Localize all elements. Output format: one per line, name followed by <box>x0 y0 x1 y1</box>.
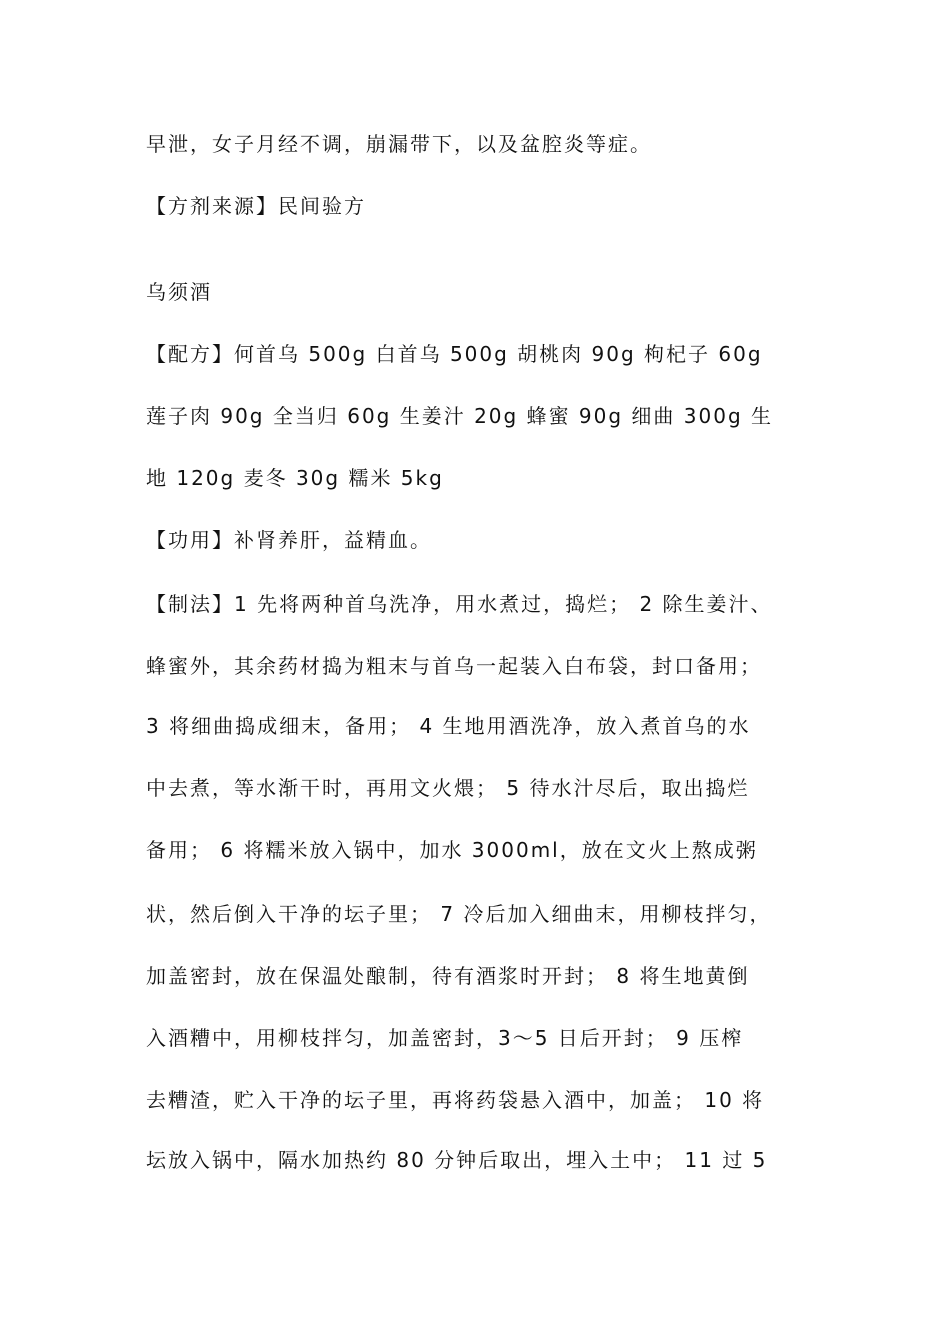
text-line: 加盖密封，放在保温处酿制，待有酒浆时开封； 8 将生地黄倒 <box>146 964 750 988</box>
text-line: 中去煮，等水渐干时，再用文火煨； 5 待水汁尽后，取出捣烂 <box>146 776 750 800</box>
text-line: 【方剂来源】民间验方 <box>146 194 366 218</box>
text-line: 莲子肉 90g 全当归 60g 生姜汁 20g 蜂蜜 90g 细曲 300g 生 <box>146 404 774 428</box>
text-line: 蜂蜜外，其余药材捣为粗末与首乌一起装入白布袋，封口备用； <box>146 654 762 678</box>
text-line: 【制法】1 先将两种首乌洗净，用水煮过，捣烂； 2 除生姜汁、 <box>146 592 773 616</box>
text-line: 入酒糟中，用柳枝拌匀，加盖密封，3～5 日后开封； 9 压榨 <box>146 1026 744 1050</box>
text-line: 去糟渣，贮入干净的坛子里，再将药袋悬入酒中，加盖； 10 将 <box>146 1088 765 1112</box>
text-line: 【功用】补肾养肝，益精血。 <box>146 528 432 552</box>
text-line: 3 将细曲捣成细末，备用； 4 生地用酒洗净，放入煮首乌的水 <box>146 714 751 738</box>
text-line: 备用； 6 将糯米放入锅中，加水 3000ml，放在文火上熬成粥 <box>146 838 758 862</box>
text-line: 状，然后倒入干净的坛子里； 7 冷后加入细曲末，用柳枝拌匀， <box>146 902 772 926</box>
text-line: 早泄，女子月经不调，崩漏带下，以及盆腔炎等症。 <box>146 132 652 156</box>
text-line: 【配方】何首乌 500g 白首乌 500g 胡桃肉 90g 枸杞子 60g <box>146 342 763 366</box>
section-title: 乌须酒 <box>146 280 212 304</box>
text-line: 地 120g 麦冬 30g 糯米 5kg <box>146 466 444 490</box>
text-line: 坛放入锅中，隔水加热约 80 分钟后取出，埋入土中； 11 过 5 <box>146 1148 768 1172</box>
